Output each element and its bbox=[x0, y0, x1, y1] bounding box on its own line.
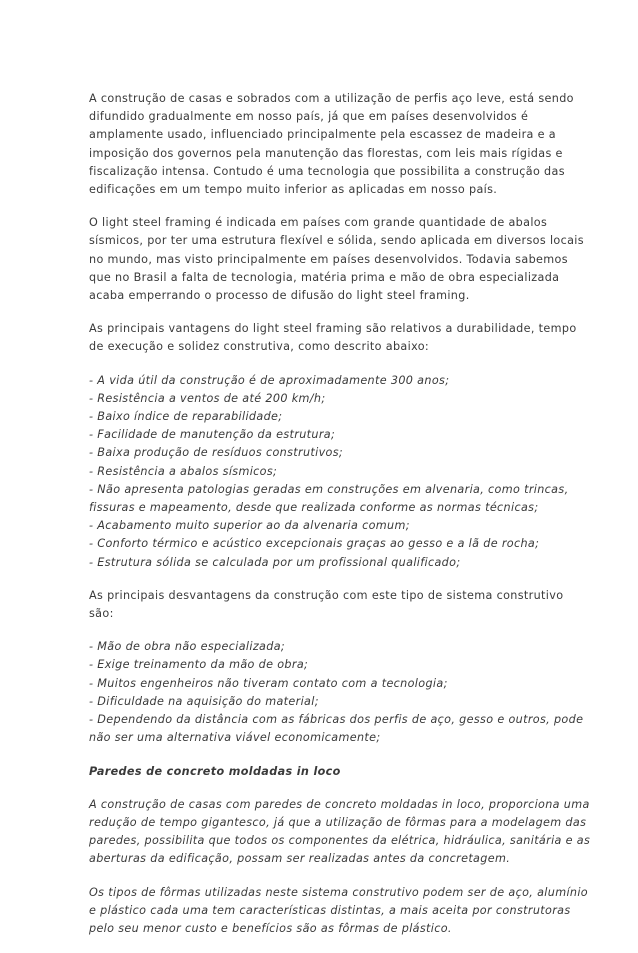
paragraph-concrete-walls bbox=[89, 796, 591, 869]
text-line: As principais vantagens do light steel framing são relativos a durabilidade, tempo bbox=[89, 322, 577, 336]
list-item: - Mão de obra não especializada; bbox=[89, 640, 286, 654]
paragraph-advantages-intro bbox=[89, 320, 577, 356]
list-item: - Estrutura sólida se calculada por um profissional qualificado; bbox=[89, 555, 461, 569]
text-line: são: bbox=[89, 607, 114, 621]
text-line: O light steel framing é indicada em países com grande quantidade de abalos bbox=[89, 216, 548, 230]
list-item: - Exige treinamento da mão de obra; bbox=[89, 658, 309, 672]
list-item: - Baixa produção de resíduos construtivos; bbox=[89, 446, 344, 460]
text-line: e plástico cada uma tem características distintas, a mais aceita por construtoras bbox=[89, 903, 571, 917]
list-item: - Resistência a abalos sísmicos; bbox=[89, 464, 278, 478]
disadvantages-list bbox=[89, 638, 584, 747]
text-line: difundido gradualmente em nosso país, já que em países desenvolvidos é bbox=[89, 110, 529, 124]
text-line: fiscalização intensa. Contudo é uma tecnologia que possibilita a construção das bbox=[89, 164, 565, 178]
text-line: aberturas da edificação, possam ser realizadas antes da concretagem. bbox=[89, 852, 511, 866]
text-line: A construção de casas com paredes de concreto moldadas in loco, proporciona uma bbox=[89, 797, 590, 811]
section-heading: Paredes de concreto moldadas in loco bbox=[89, 764, 341, 778]
list-item: - Conforto térmico e acústico excepcionais graças ao gesso e a lã de rocha; bbox=[89, 537, 540, 551]
advantages-list bbox=[89, 372, 569, 572]
list-item: - A vida útil da construção é de aproximadamente 300 anos; bbox=[89, 373, 450, 387]
list-item: - Não apresenta patologias geradas em construções em alvenaria, como trincas, bbox=[89, 482, 569, 496]
list-item: - Baixo índice de reparabilidade; bbox=[89, 410, 283, 424]
text-line: que no Brasil a falta de tecnologia, matéria prima e mão de obra especializada bbox=[89, 270, 560, 284]
text-line: As principais desvantagens da construção com este tipo de sistema construtivo bbox=[89, 588, 564, 602]
paragraph-disadvantages-intro bbox=[89, 587, 564, 623]
text-line: paredes, possibilita que todos os componentes da elétrica, hidráulica, sanitária e as bbox=[89, 834, 591, 848]
list-item: não ser uma alternativa viável economicamente; bbox=[89, 731, 381, 745]
text-line: edificações em um tempo muito inferior as aplicadas em nosso país. bbox=[89, 183, 498, 197]
text-line: Os tipos de fôrmas utilizadas neste sistema construtivo podem ser de aço, alumínio bbox=[89, 885, 588, 899]
text-line: acaba emperrando o processo de difusão do light steel framing. bbox=[89, 289, 470, 303]
paragraph-intro bbox=[89, 90, 574, 199]
document-page bbox=[89, 90, 591, 953]
text-line: imposição dos governos pela manutenção das florestas, com leis mais rígidas e bbox=[89, 146, 563, 160]
list-item: fissuras e mapeamento, desde que realizada conforme as normas técnicas; bbox=[89, 501, 539, 515]
text-line: A construção de casas e sobrados com a utilização de perfis aço leve, está sendo bbox=[89, 92, 574, 105]
text-line: pelo seu menor custo e benefícios são as fôrmas de plástico. bbox=[89, 921, 452, 935]
list-item: - Dependendo da distância com as fábricas dos perfis de aço, gesso e outros, pode bbox=[89, 713, 584, 727]
list-item: - Facilidade de manutenção da estrutura; bbox=[89, 428, 336, 442]
text-line: amplamente usado, influenciado principalmente pela escassez de madeira e a bbox=[89, 128, 556, 142]
list-item: - Acabamento muito superior ao da alvenaria comum; bbox=[89, 519, 410, 533]
text-line: de execução e solidez construtiva, como descrito abaixo: bbox=[89, 340, 430, 354]
text-line: no mundo, mas visto principalmente em países desenvolvidos. Todavia sabemos bbox=[89, 252, 568, 266]
text-line: sísmicos, por ter uma estrutura flexível e sólida, sendo aplicada em diversos locais bbox=[89, 234, 584, 248]
paragraph-light-steel-framing bbox=[89, 214, 584, 305]
text-line: redução de tempo gigantesco, já que a utilização de fôrmas para a modelagem das bbox=[89, 815, 587, 829]
list-item: - Muitos engenheiros não tiveram contato com a tecnologia; bbox=[89, 676, 448, 690]
list-item: - Dificuldade na aquisição do material; bbox=[89, 694, 319, 708]
list-item: - Resistência a ventos de até 200 km/h; bbox=[89, 391, 326, 405]
paragraph-formwork-types bbox=[89, 884, 588, 939]
